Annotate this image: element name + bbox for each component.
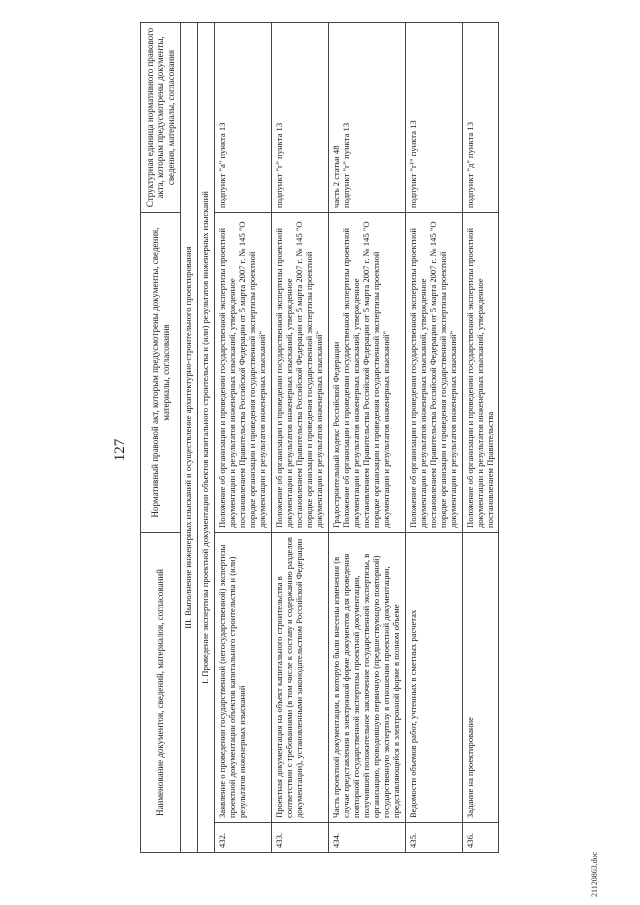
header-name: Наименование документов, сведений, материалов, согласований	[141, 533, 181, 853]
section-title: III. Выполнение инженерных изысканий и осуществление архитектурно-строительного проектирования	[181, 23, 198, 853]
row-document-name: Часть проектной документации, в которую были внесены изменения (в случае представления в электронной форме документов для проведения повторной государственной экспертизы проектной документации, получившей положительное заключение государственной экспертизы, в организацию, проводившую первичную (предшествующую повторной) государственную экспертизу в отношении проектной документации, представляющейся в электронной форме в полном объеме	[328, 533, 405, 823]
row-number: 436.	[462, 823, 499, 853]
row-number: 434.	[328, 823, 405, 853]
legal-act-line: Градостроительный кодекс Российской Федерации	[330, 341, 341, 528]
row-legal-act: Положение об организации и проведении государственной экспертизы проектной документации и результатов инженерных изысканий, утвержденное постановлением Правительства	[462, 213, 499, 533]
row-legal-act	[328, 213, 405, 533]
header-act: Нормативный правовой акт, которым предусмотрены документы, сведения, материалы, согласования	[141, 213, 181, 533]
row-document-name: Ведомости объемов работ, учтенных в сметных расчетах	[405, 533, 462, 823]
row-legal-act: Положение об организации и проведении государственной экспертизы проектной документации и результатов инженерных изысканий, утвержденное постановлением Правительства Российской Федерации от 5 марта 2007 г. № 145 "О порядке организации и проведения государственной экспертизы проектной документации и результатов инженерных изысканий"	[215, 213, 272, 533]
row-document-name: Проектная документация на объект капитального строительства в соответствии с требованиями (в том числе к составу и содержанию разделов документации), установленными законодательством Российской Федерации	[272, 533, 329, 823]
row-structural-unit	[328, 23, 405, 213]
section-row	[181, 23, 198, 853]
row-legal-act: Положение об организации и проведении государственной экспертизы проектной документации и результатов инженерных изысканий, утвержденное постановлением Правительства Российской Федерации от 5 марта 2007 г. № 145 "О порядке организации и проведения государственной экспертизы проектной документации и результатов инженерных изысканий"	[405, 213, 462, 533]
row-structural-unit: подпункт "г¹" пункта 13	[405, 23, 462, 213]
table-row	[405, 23, 462, 853]
structural-unit-line: часть 2 статьи 48	[330, 145, 341, 208]
page-number: 127	[112, 438, 128, 462]
table-header-row	[141, 23, 181, 853]
row-structural-unit: подпункт "г" пункта 13	[272, 23, 329, 213]
subsection-title: I. Проведение экспертизы проектной документации объектов капитального строительства и (или) результатов инженерных изысканий	[198, 23, 215, 853]
structural-unit-line: подпункт "г" пункта 13	[340, 122, 351, 208]
table-row	[215, 23, 272, 853]
legal-act-line: Положение об организации и проведении государственной экспертизы проектной документации и результатов инженерных изысканий, утвержденное постановлением Правительства Российской Федерации от 5 марта 2007 г. № 145 "О порядке организации и проведения государственной экспертизы проектной документации и результатов инженерных изысканий"	[340, 221, 391, 528]
header-unit: Структурная единица нормативного правового акта, которым предусмотрены документы, сведения, материалы, согласования	[141, 23, 181, 213]
footer-filename: 21120863.doc	[590, 851, 599, 897]
row-document-name: Задание на проектирование	[462, 533, 499, 823]
row-number: 433.	[272, 823, 329, 853]
row-number: 432.	[215, 823, 272, 853]
row-document-name: Заявление о проведении государственной (негосударственной) экспертизы проектной документации объектов капитального строительства и (или) результатов инженерных изысканий	[215, 533, 272, 823]
row-structural-unit: подпункт "а" пункта 13	[215, 23, 272, 213]
row-number: 435.	[405, 823, 462, 853]
table-row	[462, 23, 499, 853]
row-legal-act: Положение об организации и проведении государственной экспертизы проектной документации и результатов инженерных изысканий, утвержденное постановлением Правительства Российской Федерации от 5 марта 2007 г. № 145 "О порядке организации и проведения государственной экспертизы проектной документации и результатов инженерных изысканий"	[272, 213, 329, 533]
subsection-row	[198, 23, 215, 853]
documents-table	[140, 22, 499, 853]
table-row	[272, 23, 329, 853]
row-structural-unit: подпункт "д" пункта 13	[462, 23, 499, 213]
table-row	[328, 23, 405, 853]
